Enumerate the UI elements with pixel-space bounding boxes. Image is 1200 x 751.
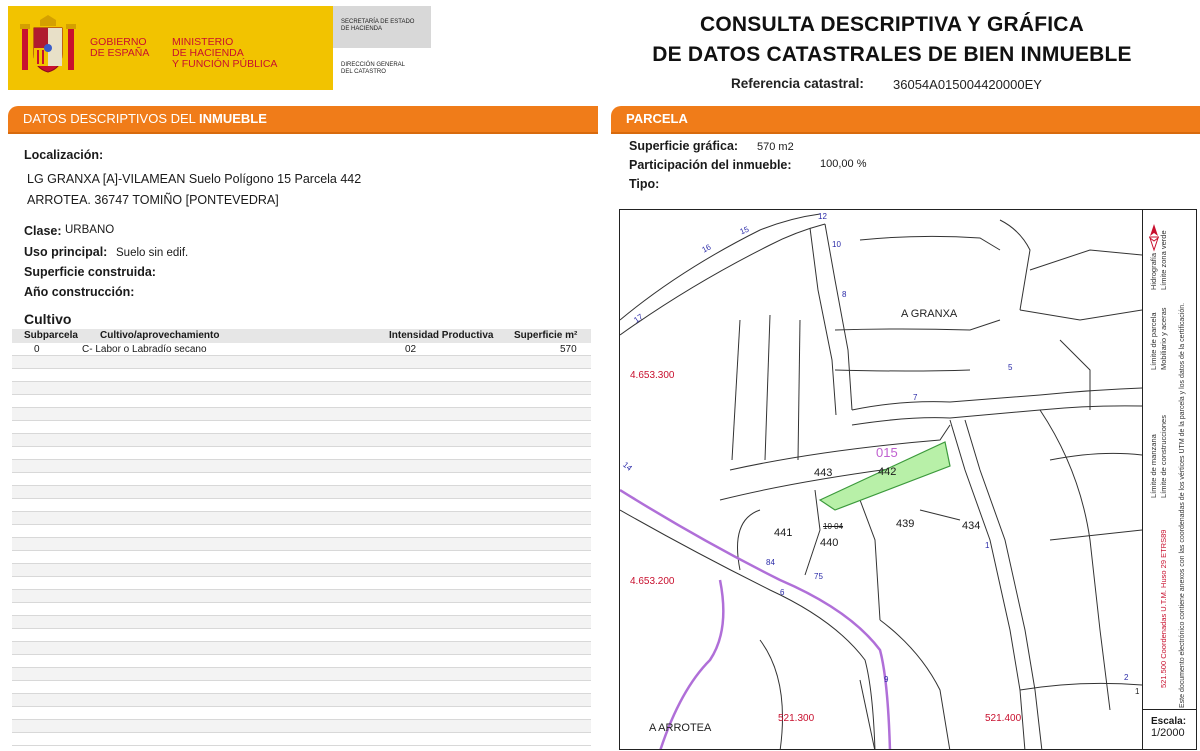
edge-14: 14	[621, 460, 634, 473]
legend-coordinates: 521.500 Coordenadas U.T.M. Huso 29 ETRS89	[1159, 529, 1168, 688]
gobierno-espana-text: GOBIERNO DE ESPAÑA	[90, 36, 150, 59]
table-row-empty	[12, 434, 591, 447]
edge-15: 15	[738, 224, 751, 237]
participacion-value: 100,00 %	[820, 158, 867, 170]
edge-6: 6	[780, 588, 785, 597]
legend-manzana: Límite de manzana	[1149, 434, 1158, 498]
table-row-empty	[12, 408, 591, 421]
parcel-label-1004: 10 04	[823, 522, 844, 531]
header-cultivo: Cultivo/aprovechamiento	[100, 330, 220, 341]
scale-box	[1142, 709, 1197, 750]
referencia-value: 36054A015004420000EY	[893, 77, 1042, 92]
secretaria-text: SECRETARÍA DE ESTADO DE HACIENDA	[341, 19, 415, 32]
table-row-empty	[12, 421, 591, 434]
table-row-empty	[12, 616, 591, 629]
superficie-grafica-label: Superficie gráfica:	[629, 139, 739, 153]
map-drawing	[620, 210, 1142, 750]
cell-superficie: 570	[560, 344, 577, 355]
legend-parcela: Límite de parcela	[1149, 312, 1158, 370]
localizacion-line-1: LG GRANXA [A]-VILAMEAN Suelo Polígono 15 Parcela 442	[27, 172, 362, 186]
table-row-empty	[12, 499, 591, 512]
title-line-2: DE DATOS CATASTRALES DE BIEN INMUEBLE	[652, 43, 1132, 66]
superficie-construida-label: Superficie construida:	[24, 265, 156, 279]
coat-of-arms-icon	[18, 14, 78, 78]
table-row-empty	[12, 382, 591, 395]
coord-x-left: 521.300	[778, 713, 815, 724]
edge-84: 84	[766, 558, 775, 567]
table-row-empty	[12, 538, 591, 551]
uso-label: Uso principal:	[24, 245, 108, 259]
header-subparcela: Subparcela	[24, 330, 78, 341]
cultivo-table	[12, 329, 591, 746]
table-header	[12, 329, 591, 343]
parcela-bar	[611, 106, 1200, 134]
coord-x-right: 521.400	[985, 713, 1022, 724]
ministerio-text: MINISTERIO DE HACIENDA Y FUNCIÓN PÚBLICA	[172, 36, 278, 70]
edge-16: 16	[700, 242, 713, 255]
scale-value: 1/2000	[1151, 727, 1185, 739]
tipo-label: Tipo:	[629, 177, 660, 191]
cadastral-map[interactable]	[619, 209, 1197, 750]
cell-cultivo: C- Labor o Labradío secano	[82, 344, 207, 355]
coord-y-upper: 4.653.300	[630, 370, 675, 381]
parcel-label-441: 441	[774, 527, 793, 539]
title-line-1: CONSULTA DESCRIPTIVA Y GRÁFICA	[699, 13, 1085, 36]
edge-12: 12	[818, 212, 827, 221]
table-row-empty	[12, 512, 591, 525]
legend-hidrografia: Hidrografía	[1149, 252, 1158, 290]
edge-1b: 1	[1135, 687, 1140, 696]
cultivo-title: Cultivo	[24, 311, 72, 327]
table-row	[12, 343, 591, 356]
table-row-empty	[12, 486, 591, 499]
table-row-empty	[12, 460, 591, 473]
header-superficie: Superficie m²	[514, 330, 578, 341]
parcel-label-440: 440	[820, 537, 839, 549]
bar-title-b: INMUEBLE	[199, 111, 267, 126]
table-row-empty	[12, 473, 591, 486]
header-intensidad: Intensidad Productiva	[389, 330, 494, 341]
legend-construcciones: Límite de construcciones	[1159, 415, 1168, 498]
empty-rows	[12, 356, 591, 746]
legend-mobiliario: Mobiliario y aceras	[1159, 307, 1168, 370]
participacion-label: Participación del inmueble:	[629, 158, 792, 172]
poligono-label: 015	[876, 445, 898, 460]
bar-title-a: DATOS DESCRIPTIVOS DEL	[23, 111, 200, 126]
table-row-empty	[12, 551, 591, 564]
localizacion-label: Localización:	[24, 148, 104, 162]
superficie-grafica-value: 570 m2	[757, 141, 794, 153]
legend-zona-verde: Límite zona verde	[1159, 230, 1168, 290]
table-row-empty	[12, 603, 591, 616]
table-row-empty	[12, 720, 591, 733]
table-row-empty	[12, 707, 591, 720]
edge-75: 75	[814, 572, 823, 581]
coord-y-lower: 4.653.200	[630, 576, 675, 587]
table-row-empty	[12, 369, 591, 382]
table-row-empty	[12, 694, 591, 707]
anio-construccion-label: Año construcción:	[24, 285, 135, 299]
localizacion-line-2: ARROTEA. 36747 TOMIÑO [PONTEVEDRA]	[27, 193, 279, 207]
edge-10: 10	[832, 240, 841, 249]
table-row-empty	[12, 564, 591, 577]
map-legend	[1142, 210, 1197, 710]
edge-7: 7	[913, 393, 918, 402]
clase-label: Clase:	[24, 224, 62, 238]
table-row-empty	[12, 681, 591, 694]
table-row-empty	[12, 668, 591, 681]
table-row-empty	[12, 525, 591, 538]
table-row-empty	[12, 447, 591, 460]
edge-1: 1	[985, 541, 990, 550]
referencia-label: Referencia catastral:	[731, 76, 864, 91]
legend-note: Este documento electrónico contiene anexos con las coordenadas de los vértices UTM de la parcela y los datos de la certificación.	[1179, 302, 1186, 708]
parcel-label-434: 434	[962, 520, 981, 532]
cell-intensidad: 02	[405, 344, 417, 355]
table-row-empty	[12, 642, 591, 655]
uso-value: Suelo sin edif.	[116, 247, 189, 259]
parcela-bar-title: PARCELA	[626, 111, 688, 126]
clase-value: URBANO	[65, 224, 115, 236]
place-granxa: A GRANXA	[901, 308, 958, 320]
datos-descriptivos-bar	[8, 106, 598, 134]
edge-9: 9	[884, 675, 889, 684]
edge-17: 17	[632, 312, 645, 325]
parcel-label-439: 439	[896, 518, 915, 530]
table-row-empty	[12, 590, 591, 603]
edge-5: 5	[1008, 363, 1013, 372]
edge-2: 2	[1124, 673, 1129, 682]
table-row-empty	[12, 655, 591, 668]
edge-8: 8	[842, 290, 847, 299]
place-arrotea: A ARROTEA	[649, 722, 712, 734]
table-row-empty	[12, 733, 591, 746]
parcel-label-442: 442	[878, 466, 897, 478]
table-row-empty	[12, 629, 591, 642]
parcel-label-443: 443	[814, 467, 833, 479]
table-row-empty	[12, 395, 591, 408]
document-title	[612, 10, 1172, 70]
scale-label: Escala:	[1151, 716, 1187, 727]
table-row-empty	[12, 577, 591, 590]
cell-subparcela: 0	[34, 344, 40, 355]
table-row-empty	[12, 356, 591, 369]
direccion-text: DIRECCIÓN GENERAL DEL CATASTRO	[341, 62, 406, 75]
